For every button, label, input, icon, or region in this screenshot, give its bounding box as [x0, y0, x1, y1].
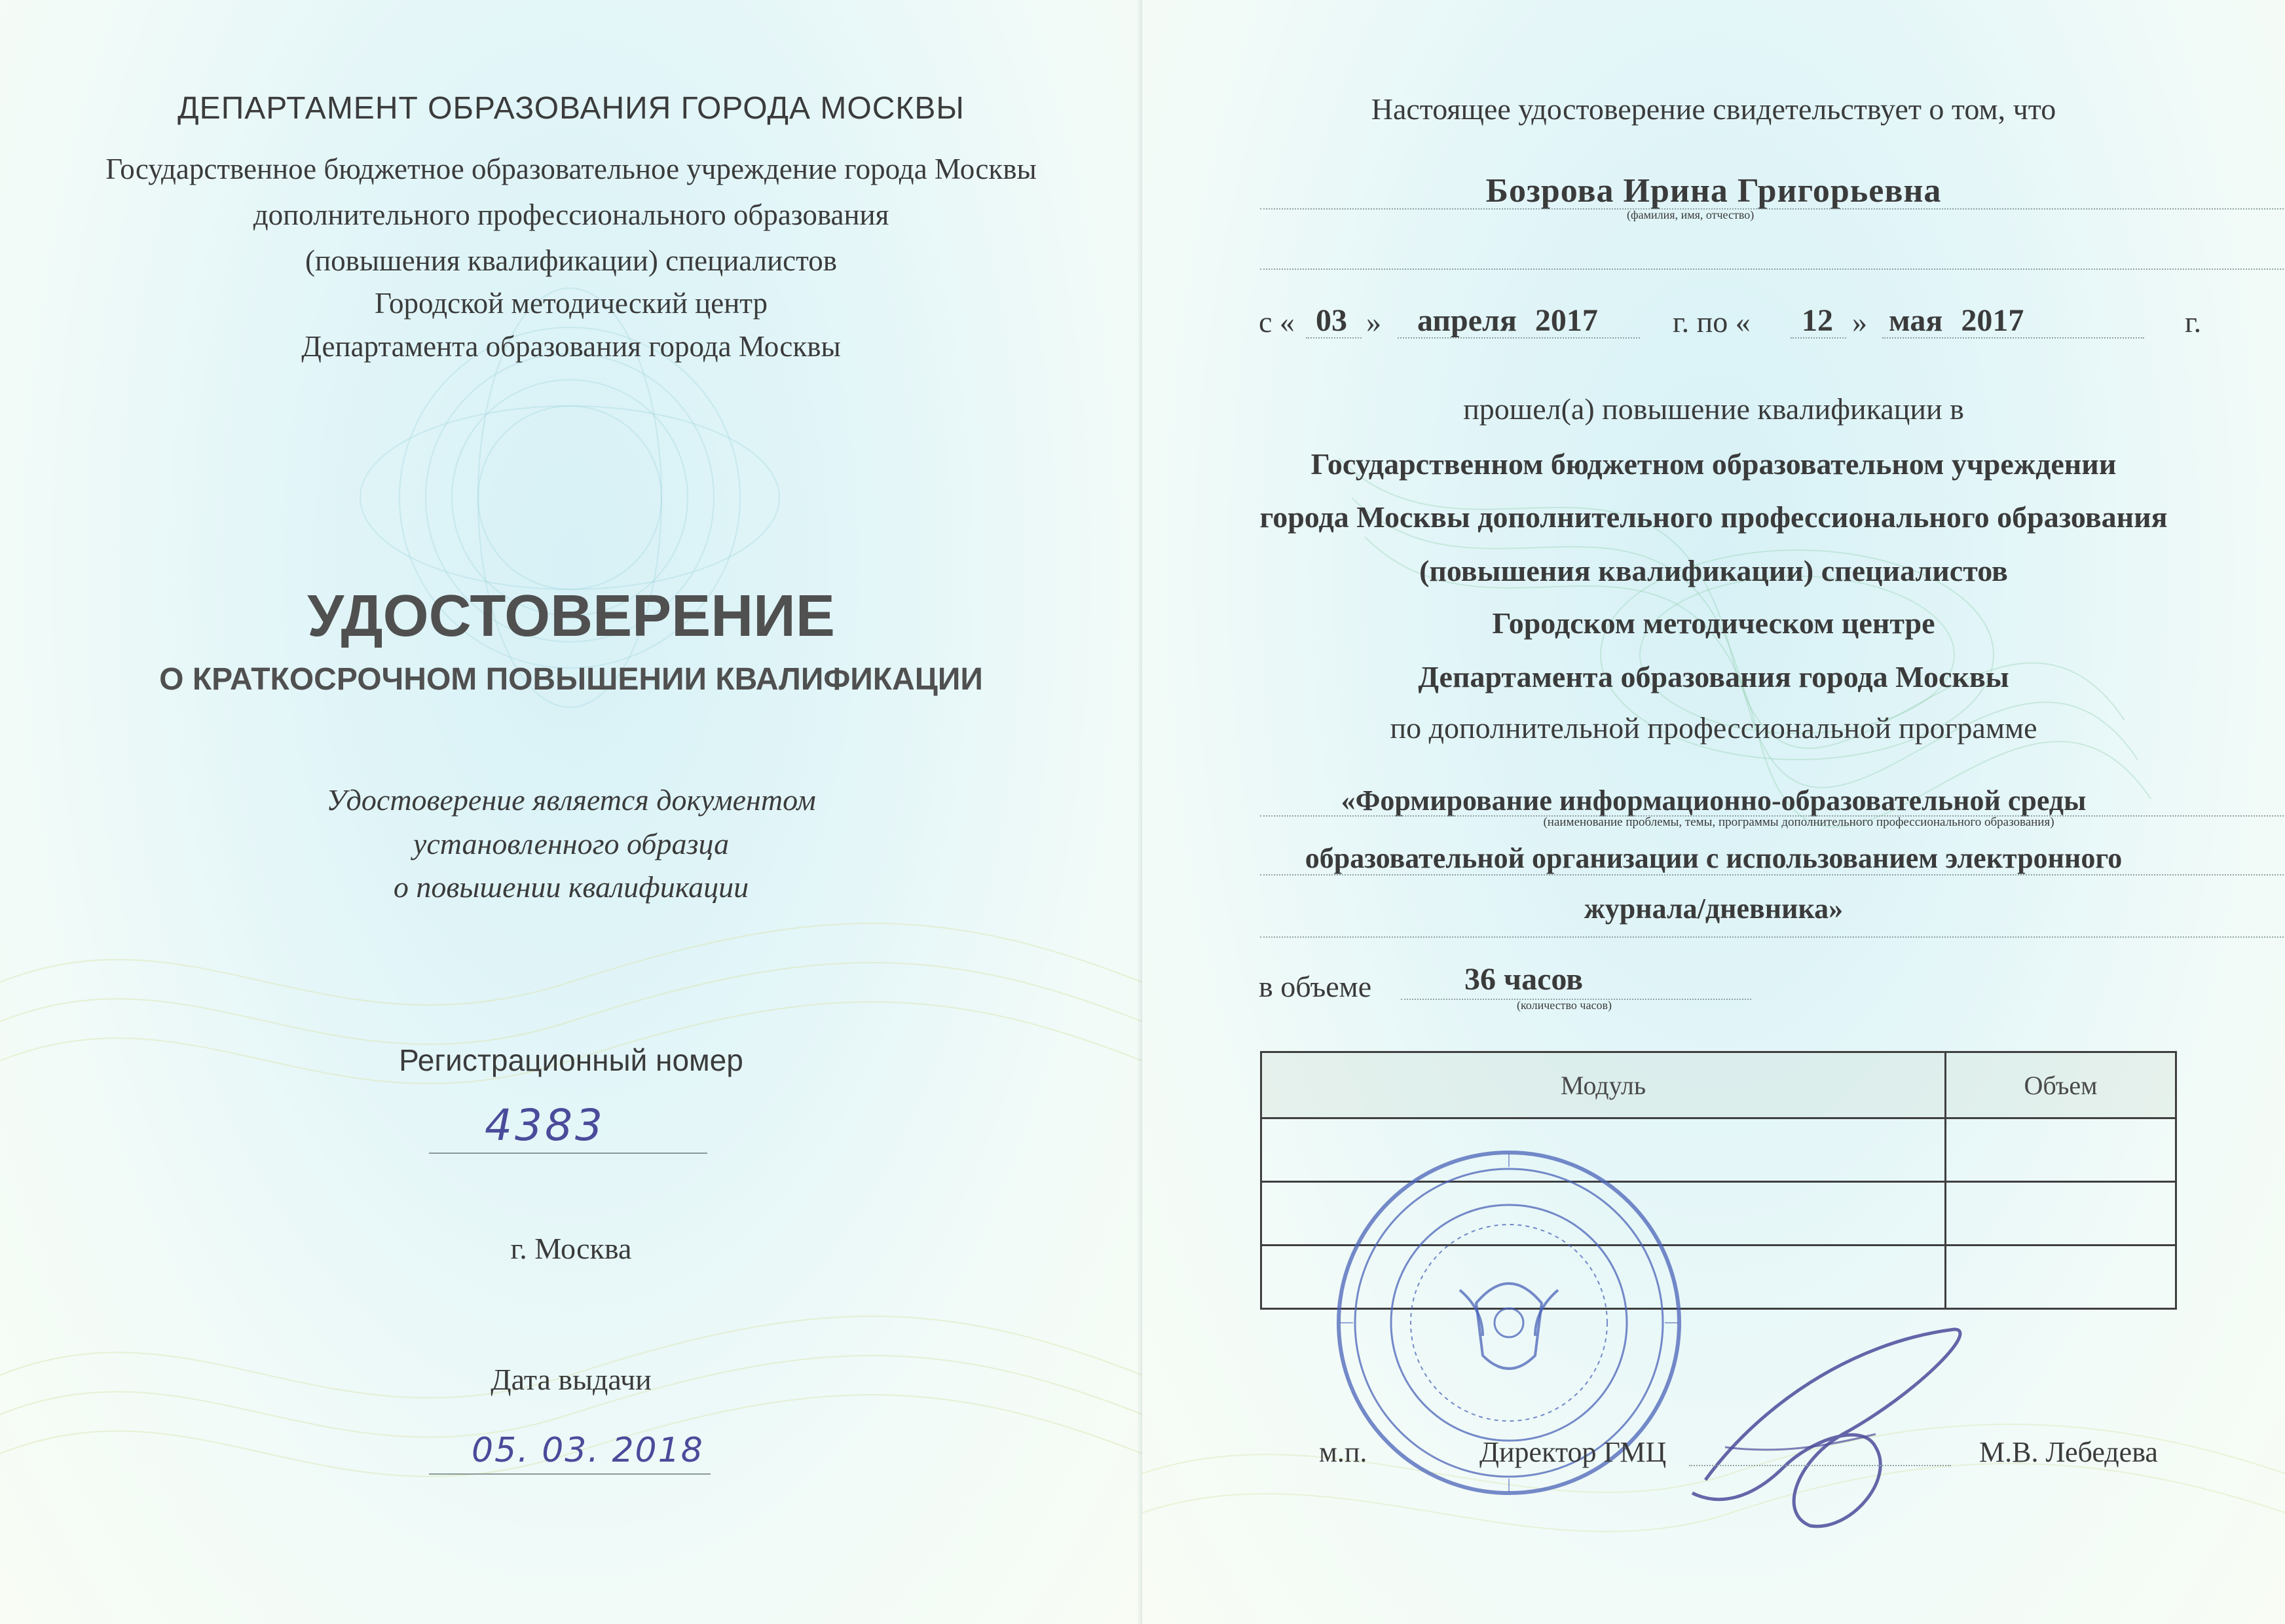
period-from-quote: » [1366, 305, 1381, 339]
institution-line-5: Департамента образования города Москвы [301, 330, 841, 363]
program-line-2-rule [1260, 874, 2285, 876]
full-name-line-2 [1260, 268, 2285, 270]
director-signature-line [1689, 1465, 1951, 1466]
full-name-caption: (фамилия, имя, отчество) [1627, 208, 1755, 221]
org-line-5: Департамента образования города Москвы [1418, 660, 2009, 693]
table-row [1261, 1246, 2176, 1309]
volume-value: 36 часов [1464, 962, 1584, 997]
period-to-month-line [1882, 337, 2144, 339]
director-signature-icon [1679, 1316, 1980, 1552]
issue-date-value: 05. 03. 2018 [472, 1431, 704, 1470]
director-label: Директор ГМЦ [1479, 1436, 1667, 1468]
city-label: г. Москва [510, 1232, 632, 1265]
intro-text: Настоящее удостоверение свидетельствует о том, что [1371, 92, 2056, 126]
institution-line-1: Государственное бюджетное образовательное учреждение города Москвы [105, 153, 1037, 185]
right-page [1142, 0, 2285, 1624]
issue-date-line [429, 1473, 711, 1475]
document-title: УДОСТОВЕРЕНИЕ [307, 583, 835, 649]
module-cell [1261, 1118, 1946, 1182]
org-line-3: (повышения квалификации) специалистов [1419, 554, 2008, 587]
period-to-day: 12 [1802, 303, 1833, 338]
reg-number-value: 4383 [485, 1100, 605, 1151]
note-line-2: установленного образца [413, 827, 730, 860]
period-from-day: 03 [1316, 303, 1347, 338]
module-header: Модуль [1261, 1052, 1946, 1118]
modules-table [1260, 1051, 2177, 1310]
left-page [0, 0, 1142, 1624]
document-subtitle: О КРАТКОСРОЧНОМ ПОВЫШЕНИИ КВАЛИФИКАЦИИ [159, 662, 983, 697]
period-to-day-line [1791, 337, 1846, 339]
volume-cell [1946, 1246, 2176, 1309]
institution-line-4: Городской методический центр [374, 287, 768, 320]
period-from-month-year: апреля 2017 [1417, 303, 1598, 338]
full-name-line [1260, 208, 2285, 210]
director-name: М.В. Лебедева [1979, 1436, 2158, 1468]
passed-text: прошел(а) повышение квалификации в [1463, 392, 1964, 426]
stamp-label: м.п. [1319, 1436, 1367, 1468]
volume-header: Объем [1946, 1052, 2176, 1118]
period-from-prefix: с « [1259, 305, 1295, 339]
volume-cell [1946, 1182, 2176, 1246]
volume-caption: (количество часов) [1517, 999, 1612, 1012]
table-row [1261, 1182, 2176, 1246]
note-line-3: о повышении квалификации [393, 870, 749, 904]
org-line-1: Государственном бюджетном образовательном учреждении [1310, 447, 2117, 481]
period-to-prefix: г. по « [1673, 305, 1751, 339]
reg-number-label: Регистрационный номер [399, 1043, 743, 1077]
module-cell [1261, 1182, 1946, 1246]
department-heading: ДЕПАРТАМЕНТ ОБРАЗОВАНИЯ ГОРОДА МОСКВЫ [177, 91, 965, 126]
program-line-2: образовательной организации с использованием электронного [1305, 842, 2123, 874]
issue-date-label: Дата выдачи [491, 1363, 652, 1396]
program-caption: (наименование проблемы, темы, программы дополнительного профессионального образования) [1543, 815, 2054, 829]
institution-line-2: дополнительного профессионального образования [253, 198, 889, 231]
org-line-2: города Москвы дополнительного профессионального образования [1259, 500, 2168, 534]
program-line-3-rule [1260, 936, 2285, 938]
module-cell [1261, 1246, 1946, 1309]
period-from-day-line [1306, 337, 1362, 339]
volume-label: в объеме [1259, 970, 1372, 1003]
period-to-month-year: мая 2017 [1889, 303, 2024, 338]
volume-cell [1946, 1118, 2176, 1182]
program-line-1: «Формирование информационно-образовательной среды [1341, 784, 2087, 817]
program-line-3: журнала/дневника» [1584, 893, 1844, 925]
table-row [1261, 1118, 2176, 1182]
org-line-4: Городском методическом центре [1492, 606, 1935, 640]
note-line-1: Удостоверение является документом [326, 783, 816, 817]
period-to-quote: » [1852, 305, 1867, 339]
reg-number-line [429, 1153, 707, 1154]
period-from-month-line [1398, 337, 1640, 339]
full-name: Бозрова Ирина Григорьевна [1485, 172, 1942, 210]
institution-line-3: (повышения квалификации) специалистов [305, 244, 837, 277]
program-intro: по дополнительной профессиональной программе [1390, 711, 2037, 745]
period-suffix: г. [2185, 305, 2202, 339]
